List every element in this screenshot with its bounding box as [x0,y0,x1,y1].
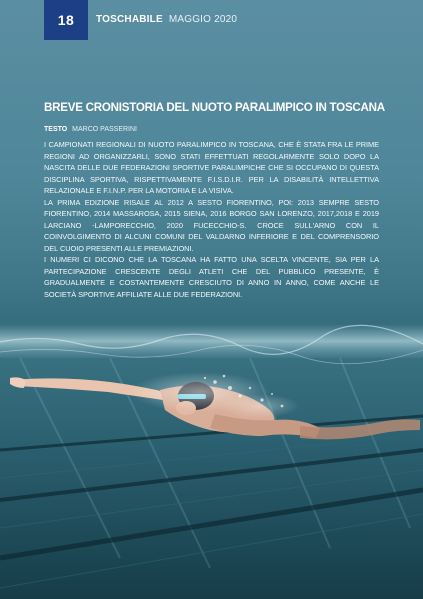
article-title: BREVE CRONISTORIA DEL NUOTO PARALIMPICO IN TOSCANA [44,101,385,114]
body-paragraph: I NUMERI CI DICONO CHE LA TOSCANA HA FATTO UNA SCELTA VINCENTE, SIA PER LA PARTECIPAZIONE CRESCENTE DEGLI ATLETI CHE DEL PUBBLICO PRESENTE, È GRADUALMENTE E COSTANTEMENTE CRESCIUTO DI ANNO IN ANNO, COME ANCHE LE SOCIETÀ SPORTIVE AFFILIATE ALLE DUE FEDERAZIONI. [44,255,379,299]
byline-author: MARCO PASSERINI [72,126,137,133]
swimmer-photo [0,318,423,599]
article-body [44,139,379,300]
byline [44,126,137,133]
issue-date: MAGGIO 2020 [168,14,238,25]
page-header [0,0,423,40]
body-paragraph: LA PRIMA EDIZIONE RISALE AL 2012 A SESTO FIORENTINO, POI: 2013 SEMPRE SESTO FIORENTINO, 2014 MASSAROSA, 2015 SIENA, 2016 BORGO SAN LORENZO, 2017,2018 E 2019 LARCIANO -LAMPORECCHIO, 2020 FUCECCHIO-S. CROCE SULL'ARNO CON IL COINVOLGIMENTO DI ALCUNI COMUNI DEL VALDARNO INFERIORE E DEL COMPRENSORIO DEL CUOIO PRESENTI ALLE PREMIAZIONI. [44,197,379,253]
byline-label: TESTO [44,126,68,133]
page-number: 18 [44,0,88,40]
running-header [96,14,237,25]
magazine-name: TOSCHABILE [96,14,163,25]
body-paragraph: I CAMPIONATI REGIONALI DI NUOTO PARALIMPICO IN TOSCANA, CHE È STATA FRA LE PRIME REGIONI AD ORGANIZZARLI, SONO STATI EFFETTUATI REGOLARMENTE SOLO DOPO LA NASCITA DELLE DUE FEDERAZIONI SPORTIVE PARALIMPICHE CHE SI OCCUPANO DI QUESTA DISCIPLINA SPORTIVA, RISPETTIVAMENTE F.I.S.D.I.R. PER LA DISABILITÀ INTELLETTIVA RELAZIONALE E F.I.N.P. PER LA MOTORIA E LA VISIVA. [44,140,379,195]
